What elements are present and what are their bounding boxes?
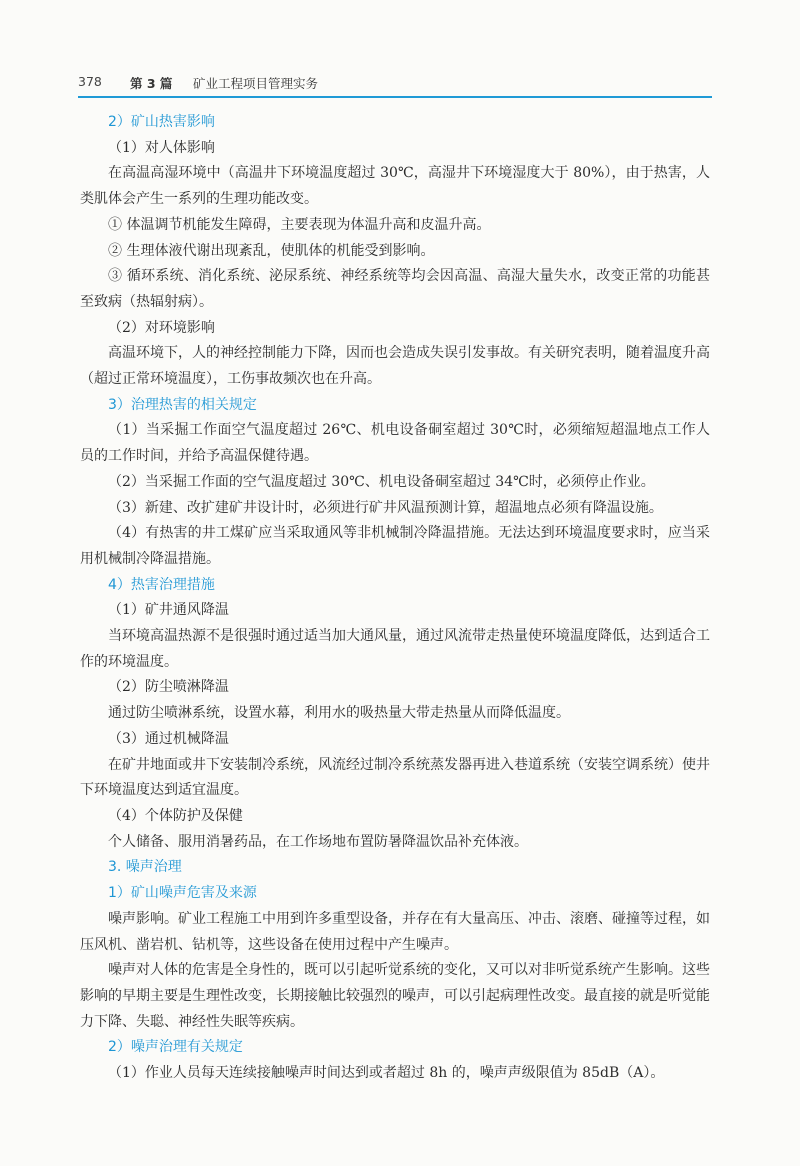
paragraph: 高温环境下，人的神经控制能力下降，因而也会造成失误引发事故。有关研究表明，随着温度升高（超过正常环境温度），工伤事故频次也在升高。 — [80, 345, 710, 388]
section-heading: 4）热害治理措施 — [108, 576, 215, 593]
paragraph: （3）新建、改扩建矿井设计时，必须进行矿井风温预测计算，超温地点必须有降温设施。 — [108, 499, 663, 516]
subsection-heading: （3）通过机械降温 — [108, 730, 229, 747]
subsection-heading: （2）对环境影响 — [108, 319, 215, 336]
section-heading: 3）治理热害的相关规定 — [108, 396, 257, 413]
subsection-heading: （1）对人体影响 — [108, 139, 215, 156]
subsection-heading: （4）个体防护及保健 — [108, 807, 243, 824]
section-heading: 1）矿山噪声危害及来源 — [108, 885, 257, 902]
paragraph: 个人储备、服用消暑药品，在工作场地布置防暑降温饮品补充体液。 — [108, 833, 528, 850]
paragraph: ② 生理体液代谢出现紊乱，使肌体的机能受到影响。 — [108, 242, 435, 259]
page-number: 378 — [78, 74, 102, 89]
paragraph: 在矿井地面或井下安装制冷系统，风流经过制冷系统蒸发器再进入巷道系统（安装空调系统）使井下环境温度达到适宜温度。 — [80, 756, 710, 799]
paragraph: ① 体温调节机能发生障碍，主要表现为体温升高和皮温升高。 — [108, 216, 491, 233]
subsection-heading: （2）防尘喷淋降温 — [108, 679, 229, 696]
page-header — [78, 74, 712, 96]
paragraph: 通过防尘喷淋系统，设置水幕，利用水的吸热量大带走热量从而降低温度。 — [108, 705, 570, 722]
paragraph: ③ 循环系统、消化系统、泌尿系统、神经系统等均会因高温、高湿大量失水，改变正常的功能甚至致病（热辐射病）。 — [80, 268, 710, 310]
paragraph: （2）当采掘工作面的空气温度超过 30℃、机电设备硐室超过 34℃时，必须停止作业。 — [108, 473, 655, 490]
paragraph: （1）当采掘工作面空气温度超过 26℃、机电设备硐室超过 30℃时，必须缩短超温地点工作人员的工作时间，并给予高温保健待遇。 — [80, 422, 710, 465]
header-rule — [78, 96, 712, 98]
paragraph: 噪声影响。矿业工程施工中用到许多重型设备，并存在有大量高压、冲击、滚磨、碰撞等过程，如压风机、凿岩机、钻机等，这些设备在使用过程中产生噪声。 — [80, 910, 710, 953]
page-body — [80, 110, 710, 1087]
section-heading: 3. 噪声治理 — [108, 859, 182, 876]
paragraph: 当环境高温热源不是很强时通过适当加大通风量，通过风流带走热量使环境温度降低，达到适合工作的环境温度。 — [80, 628, 710, 670]
subsection-heading: （1）矿井通风降温 — [108, 602, 229, 619]
paragraph: （4）有热害的井工煤矿应当采取通风等非机械制冷降温措施。无法达到环境温度要求时，应当采用机械制冷降温措施。 — [80, 525, 710, 567]
paragraph: （1）作业人员每天连续接触噪声时间达到或者超过 8h 的，噪声声级限值为 85dB（A）。 — [108, 1065, 665, 1082]
paragraph: 在高温高湿环境中（高温井下环境温度超过 30℃，高湿井下环境湿度大于 80%），由于热害，人类肌体会产生一系列的生理功能改变。 — [80, 165, 710, 208]
part-label: 第 3 篇 — [130, 76, 173, 91]
section-heading: 2）矿山热害影响 — [108, 114, 215, 130]
paragraph: 噪声对人体的危害是全身性的，既可以引起听觉系统的变化，又可以对非听觉系统产生影响。这些影响的早期主要是生理性改变，长期接触比较强烈的噪声，可以引起病理性改变。最直接的就是听觉能力下降、失聪、神经性失眠等疾病。 — [80, 962, 710, 1030]
section-heading: 2）噪声治理有关规定 — [108, 1039, 243, 1056]
part-title: 矿业工程项目管理实务 — [193, 76, 319, 91]
